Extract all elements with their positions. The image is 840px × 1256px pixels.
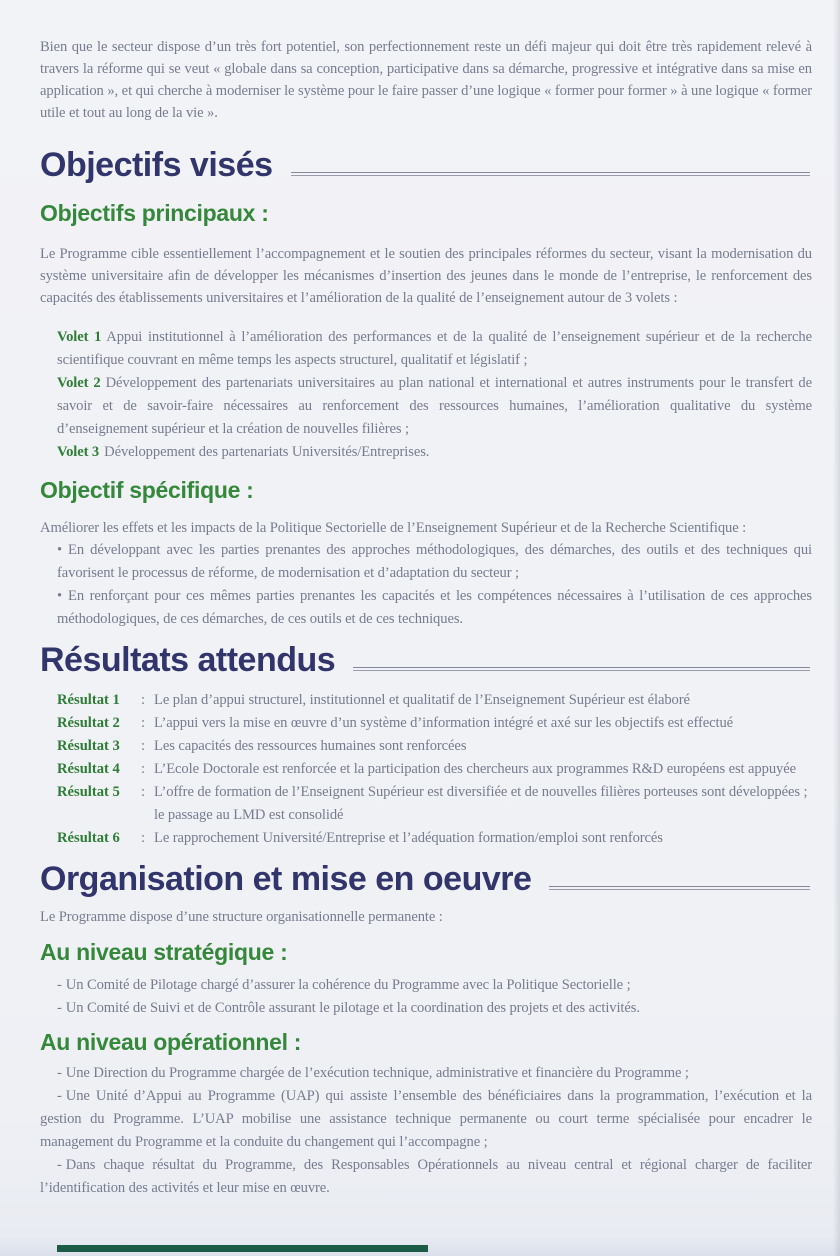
specifique-bullet-1-text: En développant avec les parties prenantes des approches méthodologiques, des démarches, des outils et des techniques qui favorisent le processus de réforme, de modernisation et d’adaptation du secteur ; [57, 542, 812, 581]
dash-marker: - [57, 1065, 62, 1081]
subheading-objectifs-principaux: Objectifs principaux : [40, 200, 269, 226]
section-title-organisation: Organisation et mise en oeuvre [40, 860, 532, 898]
heading-rule [353, 667, 810, 671]
strategique-item-1 [40, 974, 812, 997]
specifique-bullet-2-text: En renforçant pour ces mêmes parties prenantes les capacités et les compétences nécessaires à l’utilisation de ces approches méthodologiques, de ces démarches, de ces outils et de ces techniques. [57, 588, 812, 627]
dash-marker: - [57, 1157, 62, 1173]
resultat-row-1 [57, 689, 812, 712]
volet-2-label: Volet 2 [57, 375, 101, 391]
subheading-objectif-specifique: Objectif spécifique : [40, 477, 254, 503]
resultat-6-text: Le rapprochement Université/Entreprise et l’adéquation formation/emploi sont renforcés [154, 830, 663, 846]
volet-item-3 [57, 441, 812, 464]
bullet-marker: • [57, 542, 63, 558]
operationnel-item-1-text: Une Direction du Programme chargée de l’exécution technique, administrative et financière du Programme ; [65, 1065, 689, 1081]
volet-1-label: Volet 1 [57, 329, 102, 345]
volet-3-text: Développement des partenariats Universités/Entreprises. [104, 444, 430, 460]
resultat-row-6 [57, 827, 812, 850]
heading-rule [291, 172, 810, 176]
heading-rule [549, 886, 810, 890]
resultat-2-label: Résultat 2 [57, 715, 120, 731]
operationnel-item-3-text: Dans chaque résultat du Programme, des Responsables Opérationnels au niveau central et régional charger de faciliter l’identification des activités et leur mise en œuvre. [40, 1157, 812, 1196]
volet-item-1 [57, 326, 812, 372]
organisation-lead: Le Programme dispose d’une structure organisationnelle permanente : [40, 909, 443, 925]
resultat-2-text: L’appui vers la mise en œuvre d’un système d’information intégré et axé sur les objectifs est effectué [154, 715, 734, 731]
resultat-1-text: Le plan d’appui structurel, institutionnel et qualitatif de l’Enseignement Supérieur est élaboré [154, 692, 690, 708]
operationnel-item-1 [40, 1062, 812, 1085]
resultat-6-label: Résultat 6 [57, 830, 120, 846]
operationnel-item-2-text: Une Unité d’Appui au Programme (UAP) qui assiste l’ensemble des bénéficiaires dans la programmation, l’exécution et la gestion du Programme. L’UAP mobilise une assistance technique permanente ou court terme spécialisée pour encadrer le management du Programme et la conduite du changement qui l’accompagne ; [40, 1088, 812, 1150]
volet-item-2 [57, 372, 812, 441]
resultats-list [57, 689, 812, 850]
colon-separator: : [141, 784, 146, 800]
resultat-4-label: Résultat 4 [57, 761, 120, 777]
specifique-bullet-1 [57, 539, 812, 585]
volet-3-label: Volet 3 [57, 444, 100, 460]
strategique-item-2-text: Un Comité de Suivi et de Contrôle assurant le pilotage et la coordination des projets et des activités. [65, 1000, 640, 1016]
operationnel-item-3 [40, 1154, 812, 1200]
section-header-resultats-attendus [40, 640, 812, 680]
volets-list [40, 326, 812, 464]
footer-green-bar [57, 1245, 428, 1252]
operationnel-list [40, 1062, 812, 1200]
bullet-marker: • [57, 588, 63, 604]
strategique-item-2 [40, 997, 812, 1020]
section-title-objectifs-vises: Objectifs visés [40, 146, 273, 184]
section-header-organisation [40, 859, 812, 899]
dash-marker: - [57, 1088, 62, 1104]
resultat-5-text: L’offre de formation de l’Enseignent Supérieur est diversifiée et de nouvelles filières porteuses sont développées ; le passage au LMD est consolidé [154, 784, 808, 823]
strategique-item-1-text: Un Comité de Pilotage chargé d’assurer la cohérence du Programme avec la Politique Sectorielle ; [65, 977, 631, 993]
dash-marker: - [57, 1000, 62, 1016]
objectifs-principaux-paragraph: Le Programme cible essentiellement l’accompagnement et le soutien des principales réformes du secteur, visant la modernisation du système universitaire afin de développer les mécanismes d’insertion des jeunes dans le monde de l’entreprise, le renforcement des capacités des établissements universitaires et l’amélioration de la qualité de l’enseignement autour de 3 volets : [40, 246, 812, 306]
section-title-resultats-attendus: Résultats attendus [40, 641, 336, 679]
volet-2-text: Développement des partenariats universitaires au plan national et international et autres instruments pour le transfert de savoir et de savoir-faire nécessaires au renforcement des ressources humaines, l’amélioration qualitative du système d’enseignement supérieur et la création de nouvelles filières ; [57, 375, 812, 437]
resultat-5-label: Résultat 5 [57, 784, 120, 800]
resultat-4-text: L’Ecole Doctorale est renforcée et la participation des chercheurs aux programmes R&D européens est appuyée [154, 761, 796, 777]
colon-separator: : [141, 830, 146, 846]
resultat-row-4 [57, 758, 812, 781]
objectif-specifique-lead: Améliorer les effets et les impacts de la Politique Sectorielle de l’Enseignement Supérieur et de la Recherche Scientifique : [40, 520, 747, 536]
intro-paragraph: Bien que le secteur dispose d’un très fort potentiel, son perfectionnement reste un défi majeur qui doit être très rapidement relevé à travers la réforme qui se veut « globale dans sa conception, participative dans sa démarche, progressive et intégrative dans sa mise en application », et qui cherche à moderniser le système pour le faire passer d’une logique « former pour former » à une logique « former utile et tout au long de la vie ». [40, 39, 812, 121]
resultat-3-text: Les capacités des ressources humaines sont renforcées [154, 738, 467, 754]
volet-1-text: Appui institutionnel à l’amélioration des performances et de la qualité de l’enseignement supérieur et de la recherche scientifique couvrant en même temps les aspects structurel, qualitatif et législatif ; [57, 329, 812, 368]
subheading-niveau-strategique: Au niveau stratégique : [40, 939, 288, 965]
resultat-1-label: Résultat 1 [57, 692, 120, 708]
colon-separator: : [141, 761, 146, 777]
resultat-3-label: Résultat 3 [57, 738, 120, 754]
section-header-objectifs-vises [40, 145, 812, 185]
resultat-row-3 [57, 735, 812, 758]
colon-separator: : [141, 692, 146, 708]
specifique-bullet-2 [57, 585, 812, 631]
subheading-niveau-operationnel: Au niveau opérationnel : [40, 1029, 302, 1055]
colon-separator: : [141, 715, 146, 731]
resultat-row-2 [57, 712, 812, 735]
colon-separator: : [141, 738, 146, 754]
resultat-row-5 [57, 781, 812, 827]
operationnel-item-2 [40, 1085, 812, 1154]
dash-marker: - [57, 977, 62, 993]
